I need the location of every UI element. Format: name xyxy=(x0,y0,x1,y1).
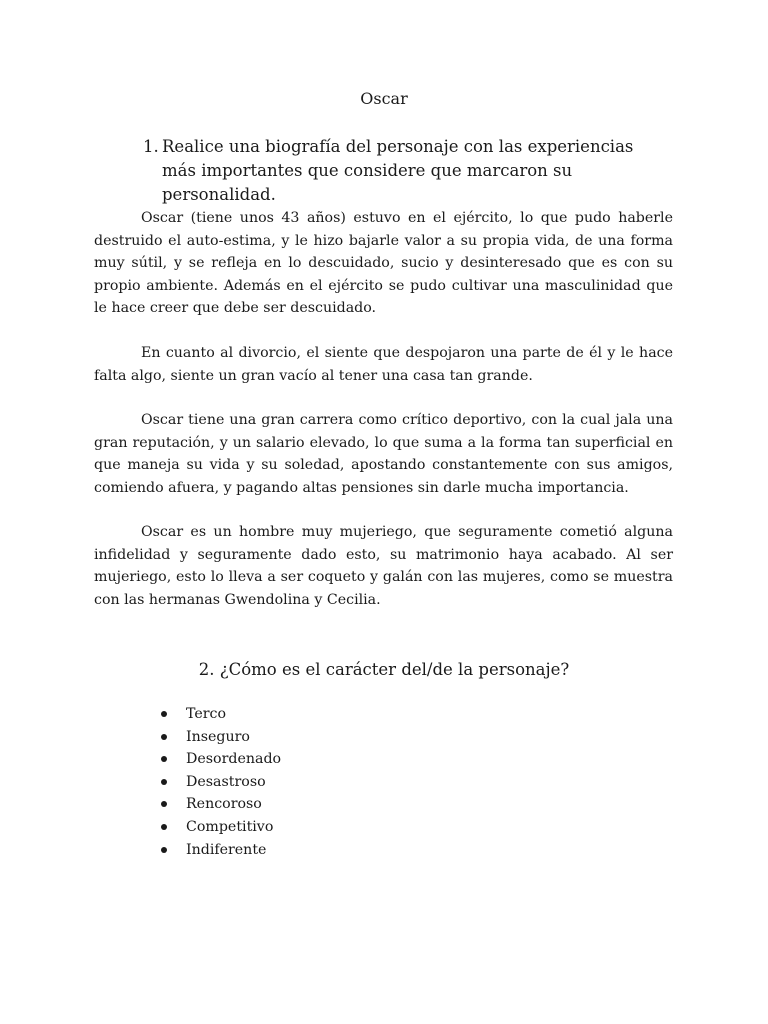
list-item xyxy=(160,771,281,794)
list-item xyxy=(160,816,281,839)
paragraph-womanizer: Oscar es un hombre muy mujeriego, que seguramente cometió alguna infidelidad y seguramente dado esto, su matrimonio haya acabado. Al ser mujeriego, esto lo lleva a ser coqueto y galán con las mujeres, como se muestra con las hermanas Gwendolina y Cecilia. xyxy=(94,524,673,608)
trait-label: Rencoroso xyxy=(186,796,262,813)
question-1 xyxy=(143,135,663,207)
paragraph-career: Oscar tiene una gran carrera como crítico deportivo, con la cual jala una gran reputación, y un salario elevado, lo que suma a la forma tan superficial en que maneja su vida y su soledad, apostando constantemente con sus amigos, comiendo afuera, y pagando altas pensiones sin darle mucha importancia. xyxy=(94,412,673,496)
list-item xyxy=(160,726,281,749)
question-2: 2. ¿Cómo es el carácter del/de la personaje? xyxy=(198,660,570,679)
bullet-icon xyxy=(161,847,167,853)
trait-label: Inseguro xyxy=(186,728,250,745)
bullet-icon xyxy=(161,779,167,785)
trait-label: Desordenado xyxy=(186,751,282,768)
bullet-icon xyxy=(161,756,167,762)
paragraph-divorce: En cuanto al divorcio, el siente que despojaron una parte de él y le hace falta algo, siente un gran vacío al tener una casa tan grande. xyxy=(94,345,673,384)
bullet-icon xyxy=(161,824,167,830)
trait-label: Desastroso xyxy=(186,773,266,790)
list-item xyxy=(160,748,281,771)
trait-label: Competitivo xyxy=(186,818,274,835)
question-1-text: Realice una biografía del personaje con las experiencias más importantes que considere que marcaron su personalidad. xyxy=(162,137,634,204)
trait-label: Indiferente xyxy=(186,841,267,858)
question-1-number: 1. xyxy=(143,137,159,156)
list-item xyxy=(160,703,281,726)
bullet-icon xyxy=(161,734,167,740)
trait-label: Terco xyxy=(186,706,227,722)
bullet-icon xyxy=(161,711,167,717)
document-title: Oscar xyxy=(360,89,408,108)
traits-list xyxy=(160,703,281,861)
list-item xyxy=(160,793,281,816)
paragraph-military: Oscar (tiene unos 43 años) estuvo en el ejército, lo que pudo haberle destruido el auto-estima, y le hizo bajarle valor a su propia vida, de una forma muy sútil, y se refleja en lo descuidado, sucio y desinteresado que es con su propio ambiente. Además en el ejército se pudo cultivar una masculinidad que le hace creer que debe ser descuidado. xyxy=(94,210,673,316)
bullet-icon xyxy=(161,801,167,807)
list-item xyxy=(160,839,281,862)
